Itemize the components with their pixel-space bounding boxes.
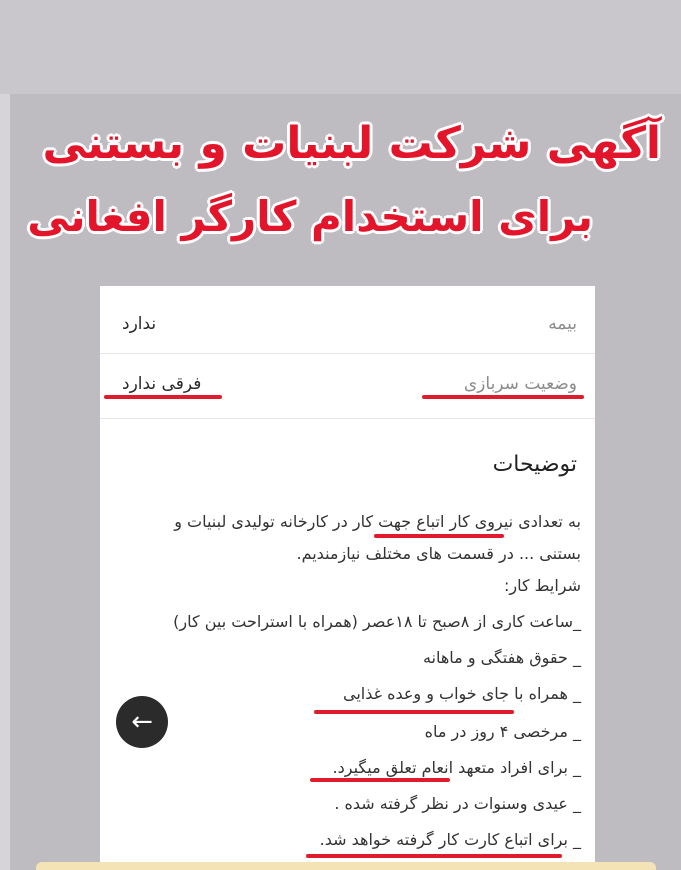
military-label: وضعیت سربازی [463,374,577,394]
description-line: _ برای افراد متعهد انعام تعلق میگیرد. [332,758,581,777]
description-line: به تعدادی نیروی کار اتباع جهت کار در کارخانه تولیدی لبنیات و [174,512,581,531]
insurance-label: بیمه [548,314,577,334]
row-divider [100,353,595,354]
headline-line-1: آگهی شرکت لبنیات و بستنی [42,118,661,169]
ad-card [100,286,595,870]
highlight-underline [374,534,504,538]
arrow-left-icon: ← [131,707,153,737]
highlight-underline [310,778,450,782]
description-line: _ حقوق هفتگی و ماهانه [422,648,581,667]
highlight-underline [314,710,514,714]
military-label-underline [422,395,584,399]
top-band [0,0,681,94]
description-line: _ مرخصی ۴ روز در ماه [424,722,581,741]
left-edge [0,94,10,870]
military-value-underline [104,395,222,399]
back-button[interactable] [116,696,168,748]
row-divider [100,418,595,419]
description-line: _ همراه با جای خواب و وعده غذایی [342,684,581,703]
description-line: شرایط کار: [503,576,581,595]
insurance-value: ندارد [122,314,157,334]
highlight-underline [306,854,562,858]
military-value: فرقی ندارد [122,374,202,394]
description-line: _ برای اتباع کارت کار گرفته خواهد شد. [319,830,581,849]
description-title: توضیحات [492,452,577,477]
description-line: _ساعت کاری از ۸صبح تا ۱۸عصر (همراه با استراحت بین کار) [173,612,581,631]
bottom-bar [36,862,656,870]
description-line: _ عیدی وسنوات در نظر گرفته شده . [334,794,581,813]
headline-line-2: برای استخدام کارگر افغانی [27,192,593,241]
description-line: بستنی ... در قسمت های مختلف نیازمندیم. [296,544,581,563]
